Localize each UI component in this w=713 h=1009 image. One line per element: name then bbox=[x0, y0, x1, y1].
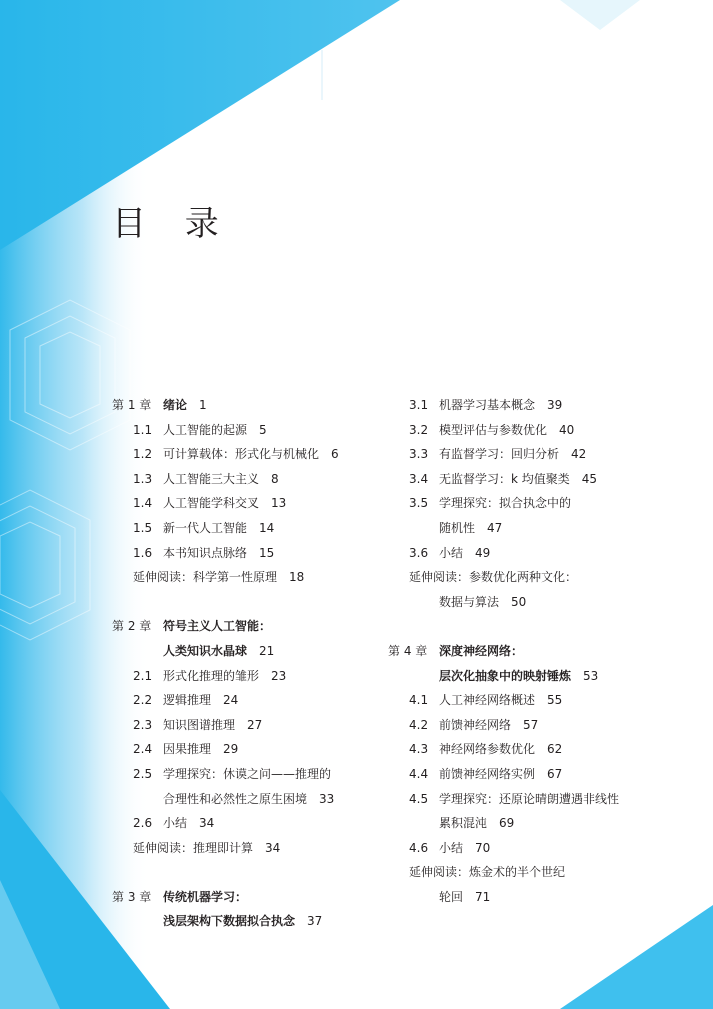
toc-entry-title bbox=[439, 836, 490, 861]
toc-entry[interactable] bbox=[112, 541, 412, 566]
toc-entry-number: 1.4 bbox=[133, 496, 153, 511]
toc-entry-text: 前馈神经网络 bbox=[439, 717, 512, 732]
toc-entry-number: 1.6 bbox=[133, 545, 153, 560]
toc-entry-title bbox=[439, 516, 502, 541]
toc-entry-title bbox=[439, 418, 574, 443]
toc-entry-title bbox=[163, 737, 238, 762]
toc-entry-number: 3.4 bbox=[409, 471, 429, 486]
toc-entry-text: 形式化推理的雏形 bbox=[163, 668, 260, 683]
toc-entry-title bbox=[163, 664, 286, 689]
toc-entry[interactable] bbox=[388, 516, 688, 541]
toc-entry-text: 本书知识点脉络 bbox=[163, 545, 248, 560]
toc-page-number: 18 bbox=[289, 570, 305, 585]
toc-entry[interactable] bbox=[388, 590, 688, 615]
toc-entry-text: 深度神经网络： bbox=[439, 643, 524, 658]
toc-entry-number: 第 1 章 bbox=[112, 398, 152, 412]
toc-entry-title bbox=[439, 885, 490, 910]
toc-entry-text: 模型评估与参数优化 bbox=[439, 422, 548, 437]
toc-page-number: 40 bbox=[559, 422, 575, 437]
toc-entry-title bbox=[439, 442, 586, 467]
toc-entry[interactable] bbox=[112, 836, 412, 861]
toc-entry[interactable] bbox=[388, 860, 688, 885]
toc-entry-text: 延伸阅读：推理即计算 bbox=[133, 840, 254, 855]
toc-entry[interactable] bbox=[388, 737, 688, 762]
toc-entry-number: 2.3 bbox=[133, 717, 153, 732]
toc-entry-number: 2.2 bbox=[133, 693, 153, 708]
toc-entry-number: 1.3 bbox=[133, 471, 153, 486]
toc-entry-text: 人工智能的起源 bbox=[163, 422, 248, 437]
toc-page-number: 24 bbox=[223, 693, 239, 708]
toc-entry-number: 1.1 bbox=[133, 422, 153, 437]
toc-entry[interactable] bbox=[388, 467, 688, 492]
toc-entry[interactable] bbox=[112, 442, 412, 467]
toc-entry-title bbox=[163, 418, 267, 443]
toc-entry-title bbox=[133, 836, 280, 861]
toc-spacer bbox=[112, 590, 412, 615]
toc-entry[interactable] bbox=[112, 688, 412, 713]
toc-entry-text: 小结 bbox=[439, 840, 464, 855]
page-title: 目 录 bbox=[112, 204, 233, 244]
toc-entry-number: 2.5 bbox=[133, 766, 153, 781]
toc-entry-text: 累积混沌 bbox=[439, 816, 488, 831]
toc-entry-text: 绪论 bbox=[163, 398, 188, 412]
toc-entry-text: 延伸阅读：参数优化两种文化： bbox=[409, 570, 578, 585]
toc-entry[interactable] bbox=[112, 418, 412, 443]
toc-entry-number: 3.5 bbox=[409, 496, 429, 511]
toc-entry-title bbox=[439, 737, 562, 762]
toc-page-number: 71 bbox=[475, 889, 491, 904]
toc-entry-title bbox=[163, 639, 274, 664]
toc-entry-text: 人类知识水晶球 bbox=[163, 643, 248, 658]
toc-entry[interactable] bbox=[388, 787, 688, 812]
toc-entry-number: 第 4 章 bbox=[388, 643, 428, 658]
toc-entry-title bbox=[409, 565, 577, 590]
toc-entry-title bbox=[163, 491, 286, 516]
toc-entry-text: 可计算载体：形式化与机械化 bbox=[163, 447, 320, 462]
toc-entry[interactable] bbox=[388, 836, 688, 861]
toc-entry-title bbox=[439, 688, 562, 713]
toc-entry-title bbox=[439, 491, 571, 516]
toc-page-number: 50 bbox=[511, 594, 527, 609]
toc-entry-title bbox=[163, 442, 339, 467]
toc-entry-number: 3.1 bbox=[409, 398, 429, 412]
toc-entry[interactable] bbox=[112, 516, 412, 541]
toc-entry[interactable] bbox=[388, 762, 688, 787]
toc-page-number: 49 bbox=[475, 545, 491, 560]
toc-entry[interactable] bbox=[112, 737, 412, 762]
toc-entry-text: 延伸阅读：炼金术的半个世纪 bbox=[409, 865, 566, 880]
toc-page-number: 42 bbox=[571, 447, 587, 462]
toc-page-number: 39 bbox=[547, 398, 563, 412]
toc-entry-number: 3.3 bbox=[409, 447, 429, 462]
toc-entry-number: 1.2 bbox=[133, 447, 153, 462]
toc-entry[interactable] bbox=[388, 688, 688, 713]
toc-entry[interactable] bbox=[388, 565, 688, 590]
toc-page-number: 8 bbox=[271, 471, 279, 486]
toc-entry-title bbox=[409, 860, 565, 885]
toc-page-number: 67 bbox=[547, 766, 563, 781]
toc-entry[interactable] bbox=[112, 909, 412, 934]
toc-entry-title bbox=[163, 541, 274, 566]
toc-entry-number: 4.1 bbox=[409, 693, 429, 708]
toc-entry[interactable] bbox=[112, 713, 412, 738]
toc-entry[interactable] bbox=[388, 541, 688, 566]
toc-entry-title bbox=[163, 909, 322, 934]
toc-entry-number: 4.6 bbox=[409, 840, 429, 855]
toc-entry[interactable] bbox=[112, 811, 412, 836]
toc-entry-number: 4.5 bbox=[409, 791, 429, 806]
toc-page-number: 27 bbox=[247, 717, 263, 732]
toc-entry-text: 神经网络参数优化 bbox=[439, 742, 536, 757]
toc-entry-text: 因果推理 bbox=[163, 742, 212, 757]
toc-page-number: 55 bbox=[547, 693, 563, 708]
toc-page-number: 13 bbox=[271, 496, 287, 511]
toc-entry-number: 2.4 bbox=[133, 742, 153, 757]
toc-entry-title bbox=[163, 811, 214, 836]
toc-entry-text: 新一代人工智能 bbox=[163, 520, 248, 535]
toc-entry-number: 3.2 bbox=[409, 422, 429, 437]
toc-spacer bbox=[388, 614, 688, 639]
toc-entry-number: 2.1 bbox=[133, 668, 153, 683]
toc-entry-text: 层次化抽象中的映射锤炼 bbox=[439, 668, 572, 683]
toc-page-number: 15 bbox=[259, 545, 275, 560]
toc-entry-text: 传统机器学习： bbox=[163, 889, 248, 904]
toc-entry-number: 第 2 章 bbox=[112, 619, 152, 634]
toc-entry-title bbox=[163, 467, 279, 492]
toc-entry[interactable] bbox=[388, 811, 688, 836]
toc-page-number: 53 bbox=[583, 668, 599, 683]
toc-page-number: 14 bbox=[259, 520, 275, 535]
toc-entry[interactable] bbox=[112, 639, 412, 664]
toc-entry-title bbox=[439, 467, 597, 492]
toc-page-number: 45 bbox=[581, 471, 598, 486]
toc-entry-number: 第 3 章 bbox=[112, 889, 152, 904]
toc-page-number: 33 bbox=[319, 791, 335, 806]
toc-right-column bbox=[388, 393, 688, 909]
toc-entry-text: 符号主义人工智能： bbox=[163, 619, 272, 634]
toc-page-number: 57 bbox=[523, 717, 539, 732]
toc-page-number: 6 bbox=[331, 447, 339, 462]
toc-entry-text: 学理探究：还原论晴朗遭遇非线性 bbox=[439, 791, 620, 806]
toc-entry-title bbox=[439, 664, 598, 689]
toc-entry-title bbox=[439, 639, 523, 664]
toc-entry-text: 学理探究：拟合执念中的 bbox=[439, 496, 572, 511]
toc-entry[interactable] bbox=[388, 885, 688, 910]
toc-entry-text: 人工神经网络概述 bbox=[439, 693, 536, 708]
toc-entry-text: 机器学习基本概念 bbox=[439, 398, 536, 412]
toc-entry-text: 人工智能学科交叉 bbox=[163, 496, 260, 511]
toc-entry-title bbox=[163, 885, 247, 910]
toc-entry-number: 4.3 bbox=[409, 742, 429, 757]
toc-page-number: 34 bbox=[199, 816, 215, 831]
toc-page-number: 21 bbox=[259, 643, 275, 658]
toc-entry-text: 数据与算法 bbox=[439, 594, 500, 609]
toc-entry-number: 1.5 bbox=[133, 520, 153, 535]
toc-entry[interactable] bbox=[388, 491, 688, 516]
toc-page-number: 70 bbox=[475, 840, 491, 855]
toc-entry-title bbox=[439, 762, 562, 787]
toc-entry[interactable] bbox=[388, 713, 688, 738]
toc-entry[interactable] bbox=[388, 393, 688, 418]
toc-entry-title bbox=[439, 811, 514, 836]
toc-entry-title bbox=[163, 762, 331, 787]
toc-entry-text: 轮回 bbox=[439, 889, 464, 904]
toc-entry-text: 浅层架构下数据拟合执念 bbox=[163, 914, 296, 929]
toc-entry-text: 小结 bbox=[163, 816, 188, 831]
toc-entry[interactable] bbox=[112, 467, 412, 492]
toc-page-number: 29 bbox=[223, 742, 239, 757]
toc-entry-title bbox=[163, 614, 271, 639]
toc-chapter[interactable] bbox=[112, 393, 412, 418]
toc-entry-title bbox=[133, 565, 304, 590]
toc-entry-text: 人工智能三大主义 bbox=[163, 471, 260, 486]
toc-chapter[interactable] bbox=[112, 614, 412, 639]
toc-left-column bbox=[112, 393, 412, 934]
toc-entry-text: 无监督学习：k 均值聚类 bbox=[439, 471, 570, 486]
toc-chapter[interactable] bbox=[112, 885, 412, 910]
toc-entry-text: 有监督学习：回归分析 bbox=[439, 447, 560, 462]
toc-entry-text: 前馈神经网络实例 bbox=[439, 766, 536, 781]
toc-entry[interactable] bbox=[112, 565, 412, 590]
toc-entry-title bbox=[439, 393, 562, 418]
toc-chapter[interactable] bbox=[388, 639, 688, 664]
toc-page-number: 23 bbox=[271, 668, 287, 683]
toc-page-number: 34 bbox=[265, 840, 281, 855]
toc-page-number: 5 bbox=[259, 422, 267, 437]
toc-entry-title bbox=[439, 541, 490, 566]
toc-entry[interactable] bbox=[388, 442, 688, 467]
toc-entry[interactable] bbox=[112, 491, 412, 516]
toc-entry-text: 小结 bbox=[439, 545, 464, 560]
toc-entry-text: 逻辑推理 bbox=[163, 693, 212, 708]
toc-entry[interactable] bbox=[388, 664, 688, 689]
toc-entry-text: 随机性 bbox=[439, 520, 476, 535]
toc-entry-number: 4.2 bbox=[409, 717, 429, 732]
toc-entry-title bbox=[163, 688, 238, 713]
toc-spacer bbox=[112, 860, 412, 885]
toc-page-number: 69 bbox=[499, 816, 515, 831]
toc-entry[interactable] bbox=[112, 664, 412, 689]
toc-entry[interactable] bbox=[112, 762, 412, 787]
toc-entry-title bbox=[439, 590, 526, 615]
toc-entry-text: 知识图谱推理 bbox=[163, 717, 236, 732]
toc-entry-text: 延伸阅读：科学第一性原理 bbox=[133, 570, 278, 585]
toc-entry-text: 合理性和必然性之原生困境 bbox=[163, 791, 308, 806]
toc-entry-title bbox=[163, 516, 274, 541]
toc-entry-title bbox=[163, 393, 207, 418]
toc-entry-title bbox=[439, 787, 619, 812]
toc-entry[interactable] bbox=[388, 418, 688, 443]
toc-page-number: 37 bbox=[307, 914, 323, 929]
toc-page-number: 62 bbox=[547, 742, 563, 757]
toc-page-number: 47 bbox=[487, 520, 503, 535]
toc-entry-title bbox=[439, 713, 538, 738]
toc-entry-number: 2.6 bbox=[133, 816, 153, 831]
toc-entry-number: 3.6 bbox=[409, 545, 429, 560]
toc-entry-title bbox=[163, 787, 334, 812]
toc-entry-title bbox=[163, 713, 262, 738]
toc-entry[interactable] bbox=[112, 787, 412, 812]
toc-entry-text: 学理探究：休谟之问——推理的 bbox=[163, 766, 332, 781]
toc-page-number: 1 bbox=[199, 398, 207, 412]
toc-entry-number: 4.4 bbox=[409, 766, 429, 781]
